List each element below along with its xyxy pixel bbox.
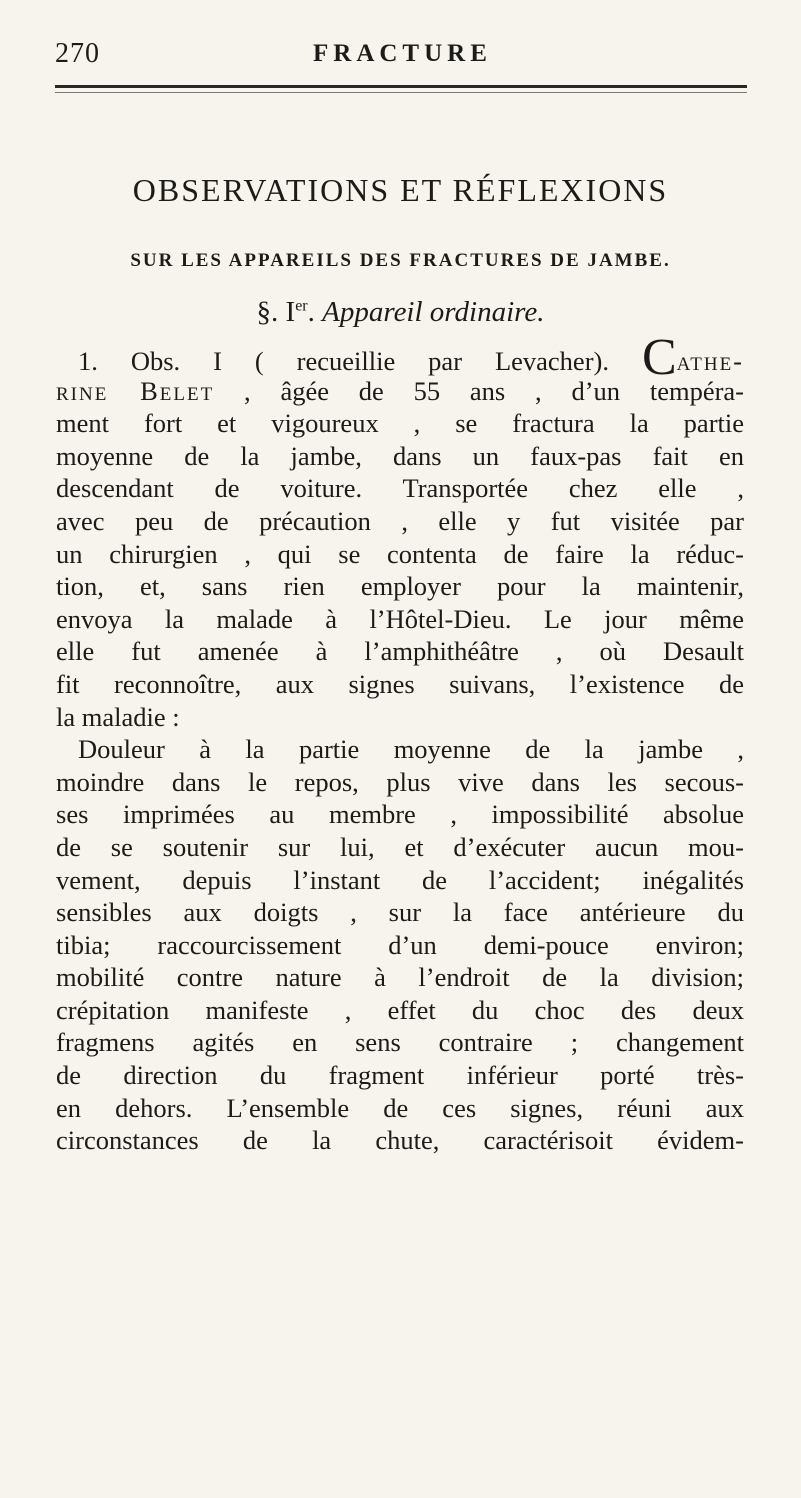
- section-title: Appareil ordinaire.: [322, 296, 545, 328]
- text-line: moyenne de la jambe, dans un faux-pas fait en: [56, 440, 744, 471]
- text-line: [56, 375, 744, 408]
- section-number: I: [285, 296, 296, 328]
- text-line: sensibles aux doigts , sur la face antérieure du: [56, 897, 744, 928]
- page-number: 270: [55, 38, 100, 69]
- text-line: tion, et, sans rien employer pour la maintenir,: [56, 571, 744, 602]
- body-text: [56, 329, 744, 1157]
- text-line: circonstances de la chute, caractérisoit évidem-: [56, 1125, 744, 1156]
- text-line: fragmens agités en sens contraire ; changement: [56, 1027, 744, 1058]
- text-line: mobilité contre nature à l’endroit de la division;: [56, 962, 744, 993]
- text-line: la maladie :: [56, 701, 180, 732]
- text-line: [56, 329, 744, 386]
- text-line: descendant de voiture. Transportée chez elle ,: [56, 473, 744, 504]
- observation-label: 1. Obs. I ( recueillie par Levacher).: [78, 346, 642, 376]
- name-smallcaps: rine Belet: [56, 375, 215, 406]
- section-heading: [0, 296, 801, 329]
- name-smallcaps: athe-: [676, 346, 744, 376]
- chapter-title: OBSERVATIONS ET RÉFLEXIONS: [132, 172, 669, 208]
- text-line: crépitation manifeste , effet du choc des deux: [56, 994, 744, 1025]
- section-dot: .: [307, 296, 315, 328]
- text-line: de se soutenir sur lui, et d’exécuter aucun mou-: [56, 831, 744, 862]
- text-line: fit reconnoître, aux signes suivans, l’existence de: [56, 668, 744, 699]
- text-line: tibia; raccourcissement d’un demi-pouce environ;: [56, 929, 744, 960]
- text-line: un chirurgien , qui se contenta de faire la réduc-: [56, 538, 744, 569]
- line-rest: , âgée de 55 ans , d’un tempéra-: [214, 375, 744, 406]
- section-number-suffix: er: [295, 297, 308, 315]
- text-line: elle fut amenée à l’amphithéâtre , où Desault: [56, 636, 744, 667]
- text-line: Douleur à la partie moyenne de la jambe ,: [78, 734, 744, 765]
- drop-cap: C: [641, 329, 677, 386]
- text-line: de direction du fragment inférieur porté très-: [56, 1060, 744, 1091]
- running-title: FRACTURE: [313, 40, 492, 67]
- text-line: avec peu de précaution , elle y fut visitée par: [56, 505, 744, 536]
- section-mark: §.: [256, 296, 279, 328]
- text-line: ment fort et vigoureux , se fractura la partie: [56, 408, 744, 439]
- chapter-subtitle: SUR LES APPAREILS DES FRACTURES DE JAMBE.: [130, 250, 671, 271]
- text-line: envoya la malade à l’Hôtel-Dieu. Le jour même: [56, 603, 744, 634]
- text-line: en dehors. L’ensemble de ces signes, réuni aux: [56, 1092, 744, 1123]
- text-line: vement, depuis l’instant de l’accident; inégalités: [56, 864, 744, 895]
- running-head: [55, 38, 746, 70]
- header-rule: [55, 85, 747, 93]
- text-line: moindre dans le repos, plus vive dans les secous-: [56, 766, 744, 797]
- text-line: ses imprimées au membre , impossibilité absolue: [56, 799, 744, 830]
